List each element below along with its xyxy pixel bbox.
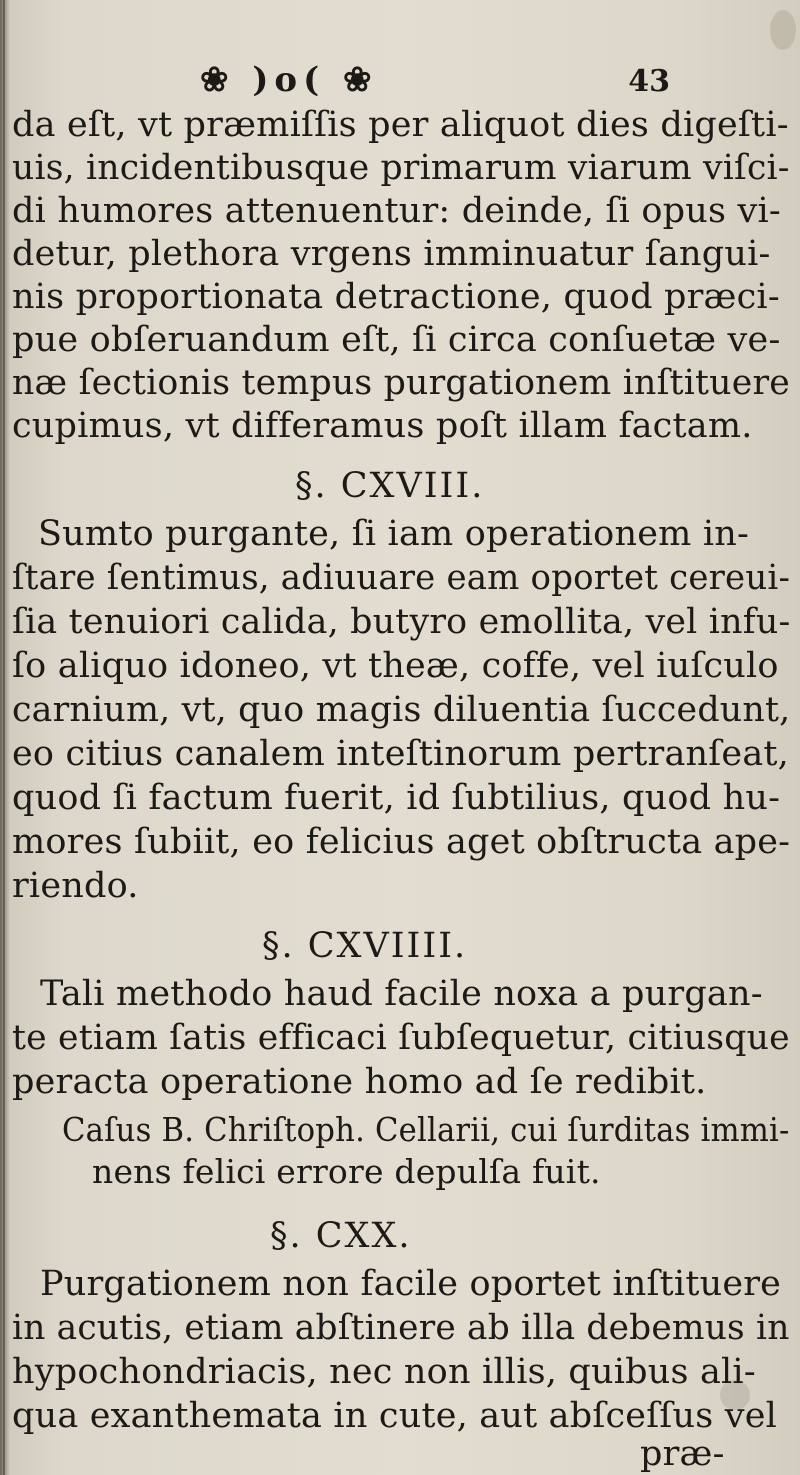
text-line: hypochondriacis, nec non illis, quibus ali- xyxy=(12,1352,756,1392)
text-line: Tali methodo haud facile noxa a purgan- xyxy=(40,974,763,1014)
text-line: cupimus, vt differamus poſt illam factam. xyxy=(12,406,753,446)
text-line: riendo. xyxy=(12,866,139,906)
ink-stain xyxy=(770,10,796,50)
text-line: Purgationem non facile oportet inſtituere xyxy=(40,1264,782,1304)
text-line: di humores attenuentur: deinde, ſi opus vi- xyxy=(12,191,781,231)
text-line: ſo aliquo idoneo, vt theæ, coffe, vel iuſculo xyxy=(12,646,779,686)
text-line: ſtare ſentimus, adiuuare eam oportet cereui- xyxy=(12,558,791,598)
section-heading-118: §. CXVIII. xyxy=(295,466,485,506)
text-line: qua exanthemata in cute, aut abſceſſus vel xyxy=(12,1396,778,1436)
text-line: Sumto purgante, ſi iam operationem in- xyxy=(38,514,749,554)
text-line: ſia tenuiori calida, butyro emollita, vel infu- xyxy=(12,602,791,642)
text-line: nis proportionata detractione, quod præci- xyxy=(12,277,780,317)
page-gutter xyxy=(3,0,5,1475)
catchword: præ- xyxy=(640,1434,725,1474)
text-line: eo citius canalem inteſtinorum pertranſeat, xyxy=(12,734,789,774)
section-heading-119: §. CXVIIII. xyxy=(262,926,468,966)
text-line: in acutis, etiam abſtinere ab illa debemus in xyxy=(12,1308,790,1348)
text-line: quod ſi factum fuerit, id ſubtilius, quod hu- xyxy=(12,778,781,818)
page-number: 43 xyxy=(628,64,670,99)
text-line: te etiam ſatis efficaci ſubſequetur, citiusque xyxy=(12,1018,790,1058)
text-line: uis, incidentibusque primarum viarum viſci- xyxy=(12,148,790,188)
text-line: peracta operatione homo ad ſe redibit. xyxy=(12,1062,707,1102)
text-line: detur, plethora vrgens imminuatur ſangui- xyxy=(12,234,771,274)
header-ornament: ❀ )o( ❀ xyxy=(200,60,378,100)
note-line: nens felici errore depulſa fuit. xyxy=(92,1152,601,1191)
text-line: næ ſectionis tempus purgationem inſtituere xyxy=(12,363,790,403)
text-line: carnium, vt, quo magis diluentia ſuccedunt, xyxy=(12,690,791,730)
note-line: Caſus B. Chriſtoph. Cellarii, cui ſurditas immi- xyxy=(62,1110,790,1149)
text-line: pue obſeruandum eſt, ſi circa conſuetæ ve- xyxy=(12,320,781,360)
text-line: mores ſubiit, eo felicius aget obſtructa ape- xyxy=(12,822,791,862)
text-line: da eſt, vt præmiſſis per aliquot dies digeſti- xyxy=(12,105,789,145)
section-heading-120: §. CXX. xyxy=(270,1216,412,1256)
